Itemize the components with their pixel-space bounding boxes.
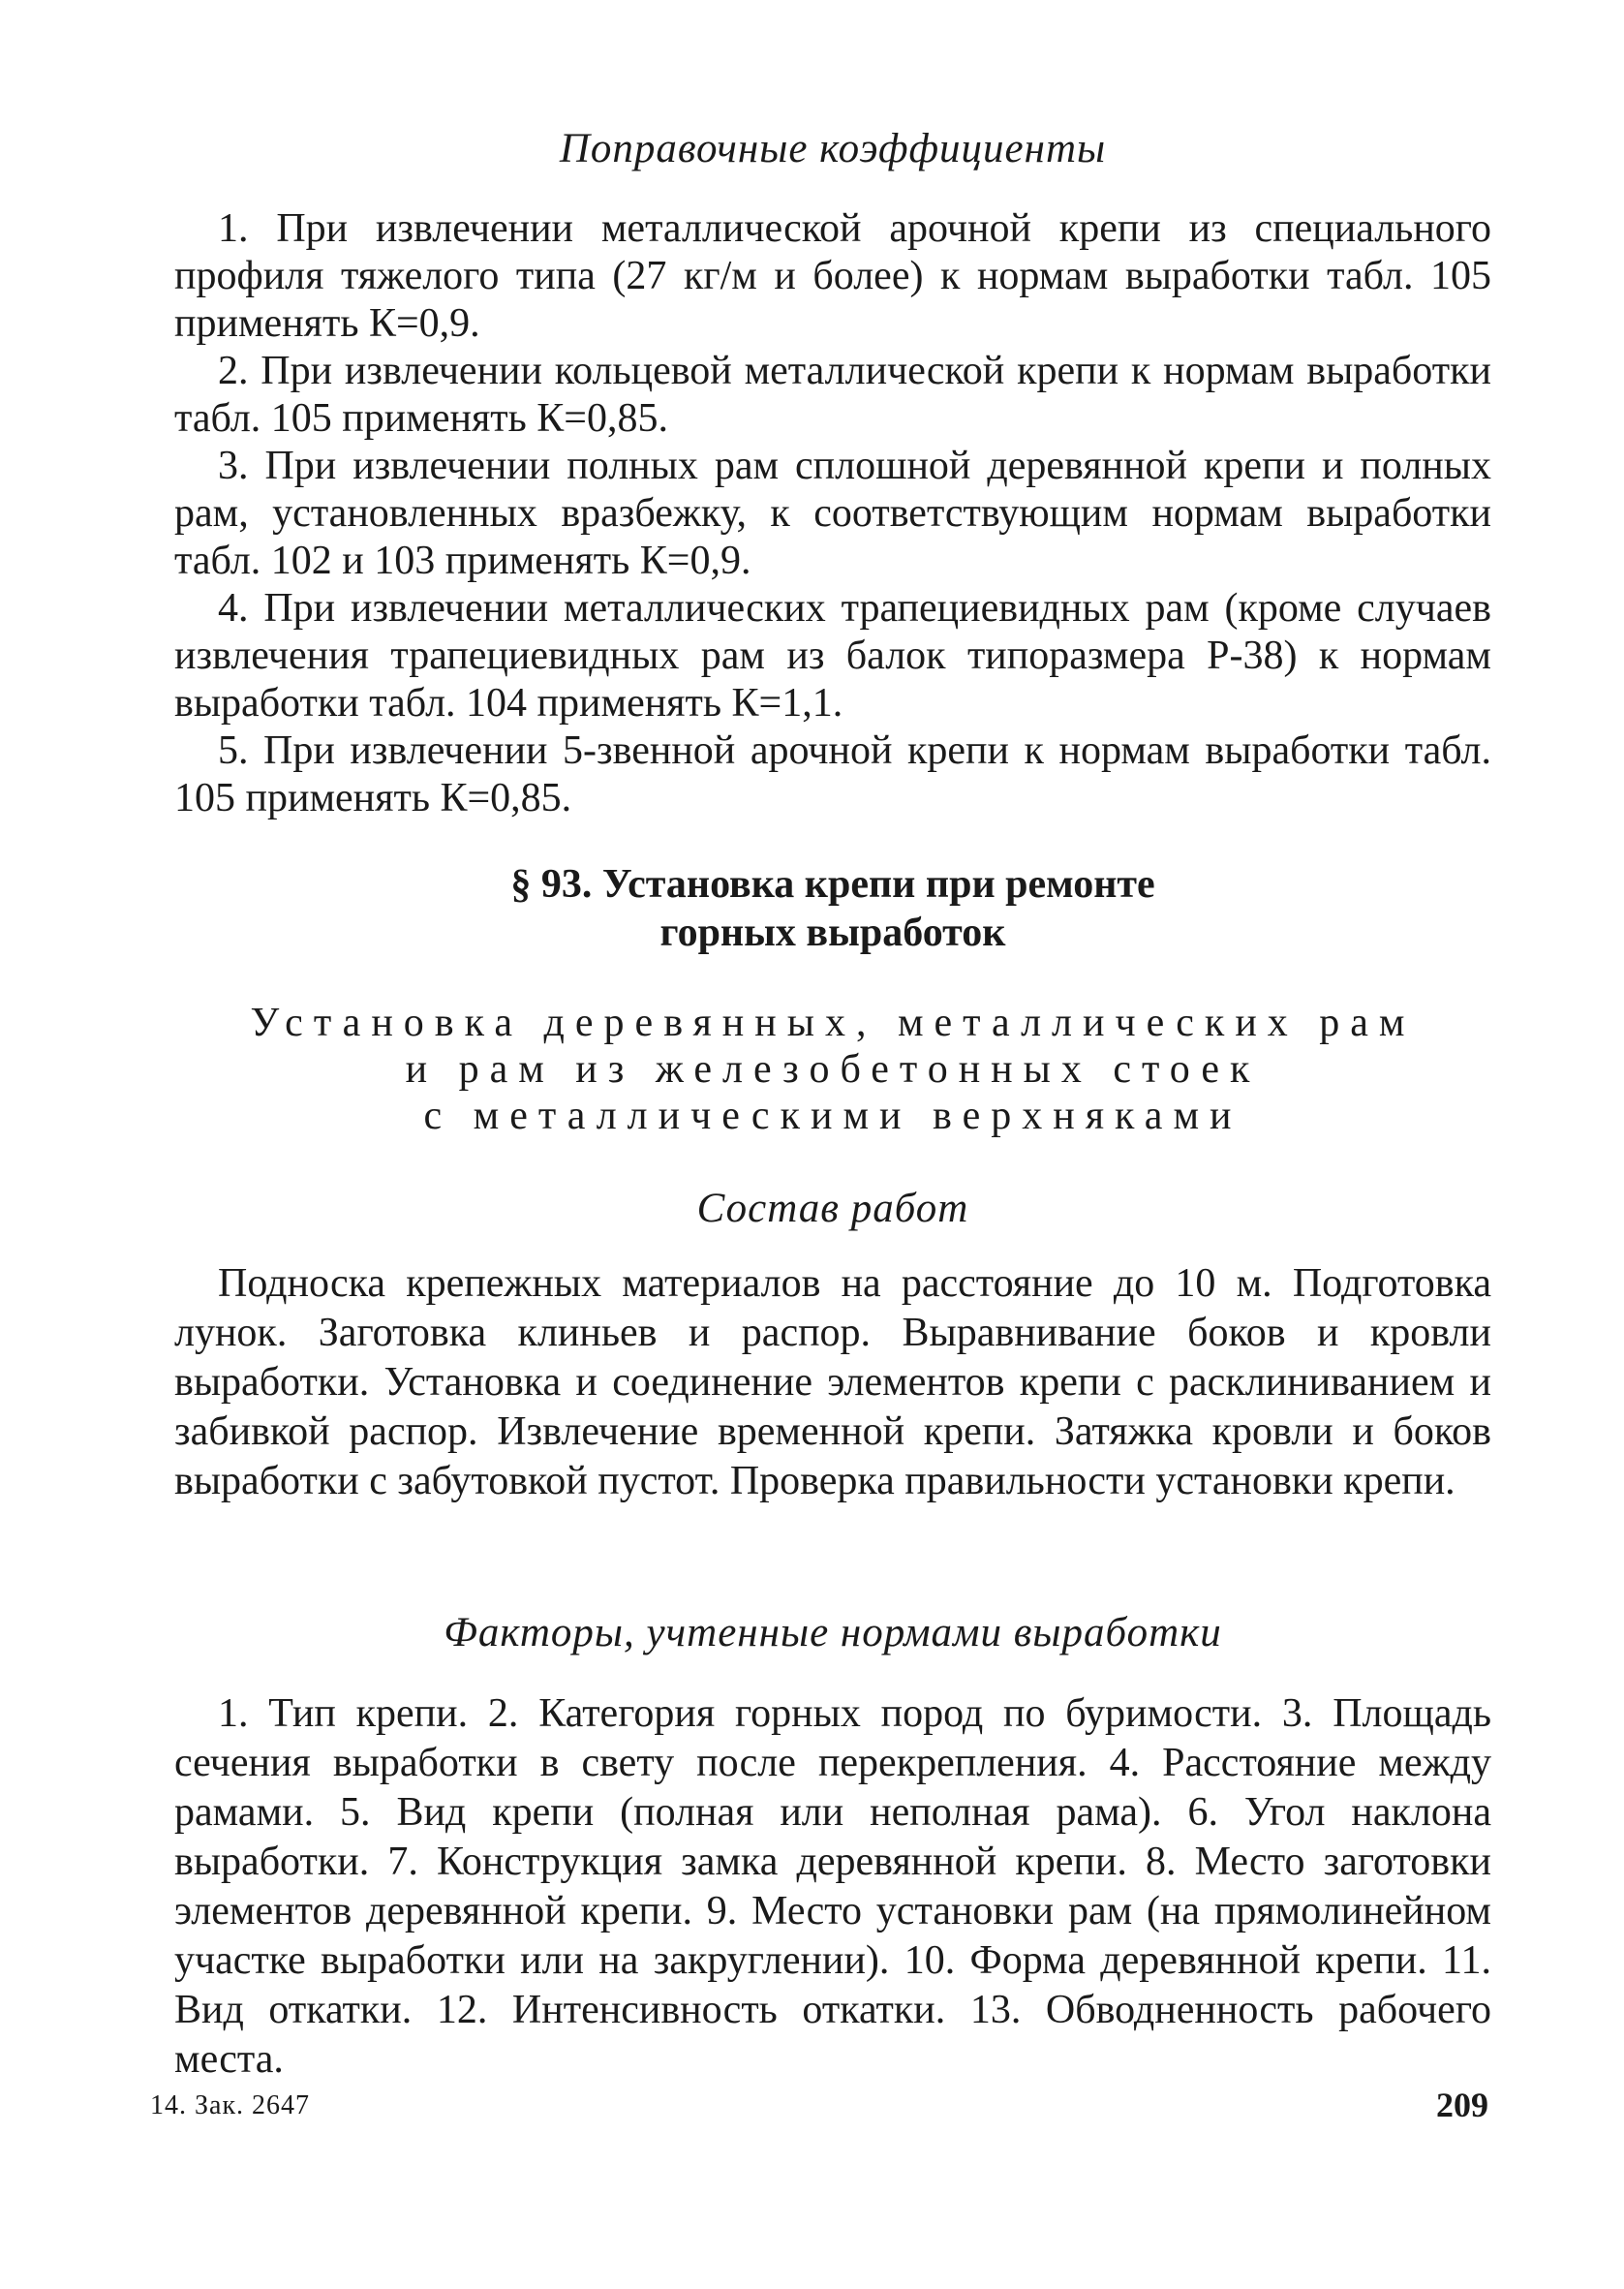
- correction-heading: Поправочные коэффициенты: [559, 126, 1107, 171]
- section-title: [174, 860, 1491, 957]
- correction-list: [174, 205, 1491, 822]
- page-number: 209: [1436, 2086, 1488, 2124]
- section-title-line-2: горных выработок: [659, 911, 1006, 955]
- subtitle-line-3: с металлическими верхняками: [423, 1094, 1242, 1138]
- section-title-line-1: § 93. Установка крепи при ремонте: [510, 862, 1155, 907]
- correction-item-3: 3. При извлечении полных рам сплошной деревянной крепи и полных рам, установленных вразбежку, к соответствующим нормам выработки табл. 102 и 103 применять К=0,9.: [174, 444, 1491, 583]
- subtitle-line-1: Установка деревянных, металлических рам: [250, 1001, 1416, 1045]
- correction-item-5: 5. При извлечении 5-звенной арочной крепи к нормам выработки табл. 105 применять К=0,85.: [174, 728, 1491, 820]
- factors-text-block: [174, 1689, 1491, 2085]
- subtitle-line-2: и рам из железобетонных стоек: [405, 1047, 1261, 1092]
- correction-item-4: 4. При извлечении металлических трапециевидных рам (кроме случаев извлечения трапециевидных рам из балок типоразмера Р-38) к нормам выработки табл. 104 применять К=1,1.: [174, 586, 1491, 726]
- section-subtitle: [174, 1000, 1491, 1139]
- work-text-block: [174, 1259, 1491, 1506]
- factors-heading: Факторы, учтенные нормами выработки: [444, 1610, 1222, 1655]
- correction-item-2: 2. При извлечении кольцевой металлической крепи к нормам выработки табл. 105 применять К=0,85.: [174, 349, 1491, 441]
- work-text: Подноска крепежных материалов на расстояние до 10 м. Подготовка лунок. Заготовка клиньев и распор. Выравнивание боков и кровли выработки. Установка и соединение элементов крепи с расклиниванием и забивкой распор. Извлечение временной крепи. Затяжка кровли и боков выработки с забутовкой пустот. Проверка правильности установки крепи.: [174, 1261, 1491, 1503]
- work-heading: Состав работ: [696, 1186, 969, 1231]
- factors-text: 1. Тип крепи. 2. Категория горных пород по буримости. 3. Площадь сечения выработки в свету после перекрепления. 4. Расстояние между рамами. 5. Вид крепи (полная или неполная рама). 6. Угол наклона выработки. 7. Конструкция замка деревянной крепи. 8. Место заготовки элементов деревянной крепи. 9. Место установки рам (на прямолинейном участке выработки или на закруглении). 10. Форма деревянной крепи. 11. Вид откатки. 12. Интенсивность откатки. 13. Обводненность рабочего места.: [174, 1691, 1491, 2082]
- correction-item-1: 1. При извлечении металлической арочной крепи из специального профиля тяжелого типа (27 кг/м и более) к нормам выработки табл. 105 применять К=0,9.: [174, 206, 1491, 346]
- footer-order-number: 14. Зак. 2647: [150, 2090, 311, 2120]
